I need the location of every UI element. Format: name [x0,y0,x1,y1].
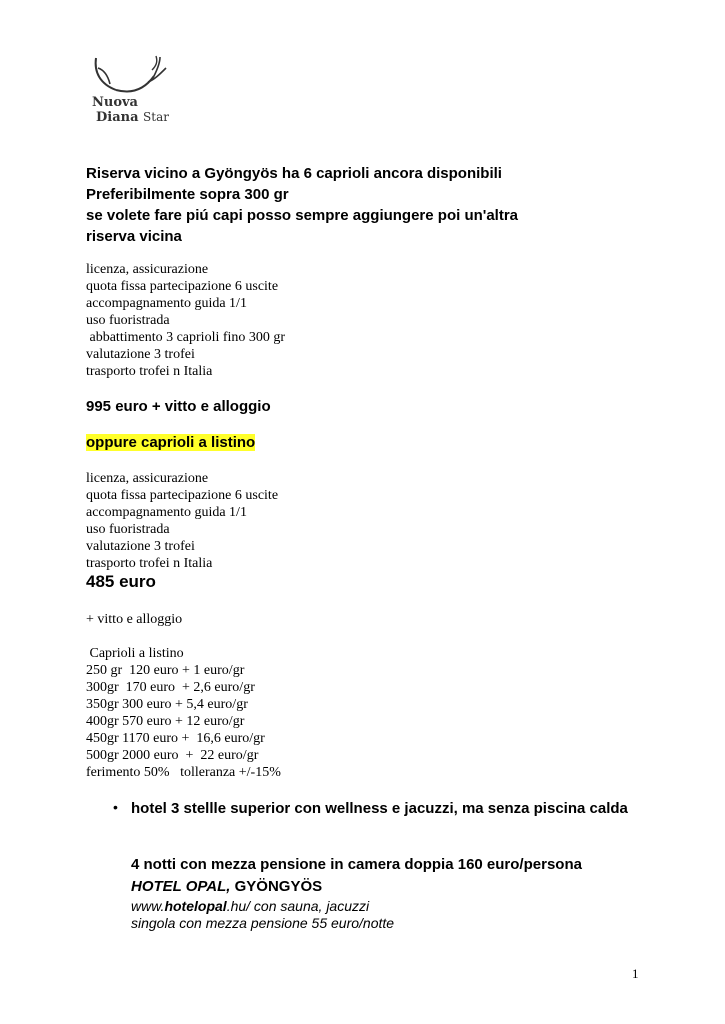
hotel-web-prefix: www. [131,898,165,914]
logo-line-3: Star [143,110,169,124]
logo-line-1: Nuova [92,95,138,110]
package2-extra: + vitto e alloggio [86,612,183,627]
hotel-name [131,878,322,895]
hotel-single: singola con mezza pensione 55 euro/notte [131,915,395,931]
package1-items: licenza, assicurazione quota fissa partecipazione 6 uscite accompagnamento guida 1/1 uso fuoristrada abbattimento 3 caprioli fino 300 gr valutazione 3 trofei trasporto trofei n Italia [86,262,286,379]
heading-line-4: riserva vicina [86,228,182,245]
hotel-offer: 4 notti con mezza pensione in camera doppia 160 euro/persona [131,856,582,873]
package2-price: 485 euro [86,572,156,591]
page-number: 1 [632,966,639,981]
heading-line-1: Riserva vicino a Gyöngyös ha 6 caprioli ancora disponibili [86,165,502,182]
logo-line-2: Diana [96,110,139,125]
option-heading: oppure caprioli a listino [86,434,256,451]
heading-line-3: se volete fare piú capi posso sempre aggiungere poi un'altra [86,207,519,224]
hotel-web-link[interactable]: hotelopal [164,898,227,914]
heading-line-2: Preferibilmente sopra 300 gr [86,186,289,203]
bullet-icon: • [113,799,118,815]
antler-icon [86,54,176,99]
hotel-description: hotel 3 stellle superior con wellness e jacuzzi, ma senza piscina calda [131,800,628,817]
hotel-web-suffix: .hu/ con sauna, jacuzzi [226,898,370,914]
logo [86,54,176,126]
heading [86,163,686,247]
hotel-name-italic: HOTEL OPAL, [131,878,231,895]
hotel-web [131,898,369,914]
package2-items: licenza, assicurazione quota fissa partecipazione 6 uscite accompagnamento guida 1/1 uso fuoristrada valutazione 3 trofei trasporto trofei n Italia [86,471,279,571]
price-list: Caprioli a listino 250 gr 120 euro + 1 euro/gr 300gr 170 euro + 2,6 euro/gr 350gr 300 euro + 5,4 euro/gr 400gr 570 euro + 12 euro/gr 450gr 1170 euro + 16,6 euro/gr 500gr 2000 euro + 22 euro/gr ferimento 50% tolleranza +/-15% [86,646,281,780]
package1-price: 995 euro + vitto e alloggio [86,398,271,415]
hotel-city: GYÖNGYÖS [234,878,323,895]
